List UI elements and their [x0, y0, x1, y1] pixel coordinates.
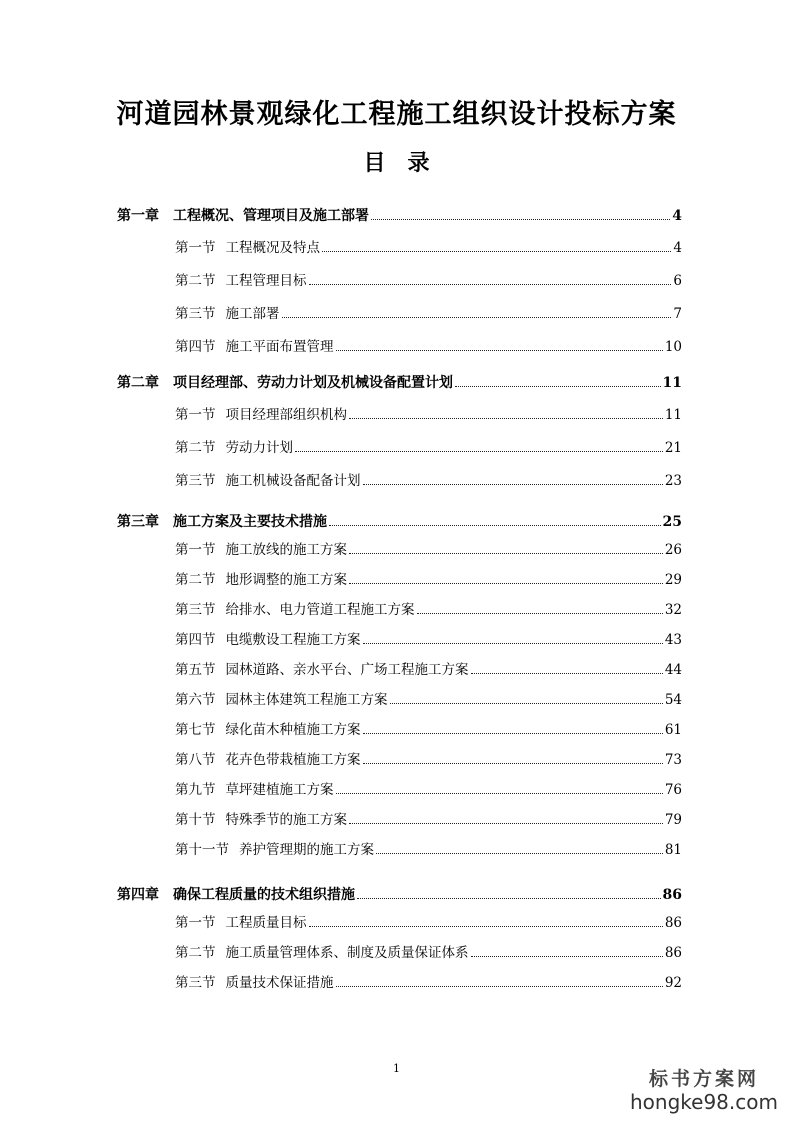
toc-section-label: 施工平面布置管理 [225, 339, 334, 355]
toc-section-page: 4 [673, 240, 682, 256]
toc-section-number: 第六节 [175, 692, 216, 708]
toc-section-number: 第三节 [175, 602, 216, 618]
toc-section-label: 给排水、电力管道工程施工方案 [225, 602, 415, 618]
watermark-url: hongke98.com [630, 1090, 778, 1114]
toc-section[interactable] [175, 690, 682, 710]
dot-leader [417, 600, 663, 614]
toc-section[interactable] [175, 973, 682, 993]
toc-section[interactable] [175, 720, 682, 740]
toc-section-number: 第二节 [175, 945, 216, 961]
toc-section-label: 工程概况及特点 [225, 240, 320, 256]
dot-leader [376, 840, 663, 854]
toc-chapter-number: 第一章 [117, 208, 159, 224]
toc-section[interactable] [175, 304, 682, 324]
toc-section-label: 质量技术保证措施 [225, 975, 334, 991]
toc-section-page: 44 [664, 662, 682, 678]
toc-section-number: 第五节 [175, 662, 216, 678]
dot-leader [322, 238, 671, 252]
toc-section-label: 绿化苗木种植施工方案 [225, 722, 361, 738]
toc-chapter-number: 第二章 [117, 375, 159, 391]
dot-leader [390, 690, 663, 704]
document-title: 河道园林景观绿化工程施工组织设计投标方案 [116, 99, 677, 130]
toc-section-number: 第一节 [175, 240, 216, 256]
dot-leader [363, 750, 663, 764]
dot-leader [309, 271, 672, 285]
toc-section[interactable] [175, 570, 682, 590]
toc-section-label: 施工质量管理体系、制度及质量保证体系 [225, 945, 469, 961]
toc-section-label: 项目经理部组织机构 [225, 407, 347, 423]
toc-section[interactable] [175, 810, 682, 830]
toc-section-page: 81 [664, 842, 682, 858]
dot-leader [363, 720, 663, 734]
toc-chapter[interactable] [117, 206, 682, 226]
dot-leader [349, 540, 663, 554]
toc-section-label: 施工机械设备配备计划 [225, 473, 361, 489]
toc-section-page: 11 [664, 407, 682, 423]
dot-leader [336, 780, 663, 794]
toc-heading: 目 录 [363, 150, 430, 176]
toc-section[interactable] [175, 337, 682, 357]
toc-section[interactable] [175, 750, 682, 770]
toc-section-label: 劳动力计划 [225, 440, 293, 456]
toc-chapter-label: 工程概况、管理项目及施工部署 [173, 208, 369, 224]
toc-section[interactable] [175, 780, 682, 800]
dot-leader [309, 913, 663, 927]
toc-section-page: 92 [664, 975, 682, 991]
dot-leader [349, 405, 663, 419]
dot-leader [349, 810, 663, 824]
toc-section-number: 第十一节 [175, 842, 229, 858]
toc-section-label: 电缆敷设工程施工方案 [225, 632, 361, 648]
toc-section[interactable] [175, 271, 682, 291]
dot-leader [336, 337, 663, 351]
toc-section-label: 花卉色带栽植施工方案 [225, 752, 361, 768]
toc-section-number: 第三节 [175, 975, 216, 991]
toc-section-label: 工程管理目标 [225, 273, 307, 289]
dot-leader [471, 660, 663, 674]
toc-section-number: 第二节 [175, 440, 216, 456]
dot-leader [371, 206, 670, 220]
toc-section-label: 园林主体建筑工程施工方案 [225, 692, 388, 708]
dot-leader [282, 304, 672, 318]
toc-section-number: 第十节 [175, 812, 216, 828]
toc-section-page: 76 [664, 782, 682, 798]
toc-chapter-number: 第三章 [117, 514, 159, 530]
toc-section-page: 61 [664, 722, 682, 738]
toc-section-label: 施工放线的施工方案 [225, 542, 347, 558]
toc-section-label: 养护管理期的施工方案 [239, 842, 374, 858]
toc-section-page: 23 [664, 473, 682, 489]
toc-section-number: 第一节 [175, 542, 216, 558]
dot-leader [329, 512, 661, 526]
toc-section-page: 79 [664, 812, 682, 828]
toc-section[interactable] [175, 471, 682, 491]
dot-leader [336, 973, 663, 987]
page-number: 1 [393, 1062, 400, 1075]
toc-section[interactable] [175, 913, 682, 933]
dot-leader [471, 943, 663, 957]
toc-chapter-number: 第四章 [117, 887, 159, 903]
toc-section-label: 工程质量目标 [225, 915, 307, 931]
toc-section-page: 32 [664, 602, 682, 618]
toc-section-number: 第九节 [175, 782, 216, 798]
toc-chapter[interactable] [117, 512, 682, 532]
dot-leader [455, 373, 661, 387]
toc-section-label: 草坪建植施工方案 [225, 782, 334, 798]
toc-section-page: 43 [664, 632, 682, 648]
toc-section-number: 第一节 [175, 915, 216, 931]
toc-section[interactable] [175, 630, 682, 650]
toc-section-number: 第三节 [175, 473, 216, 489]
dot-leader [357, 885, 661, 899]
toc-section-number: 第七节 [175, 722, 216, 738]
toc-section-number: 第二节 [175, 572, 216, 588]
watermark-name: 标书方案网 [648, 1068, 759, 1090]
toc-section-page: 10 [664, 339, 682, 355]
toc-section-page: 7 [673, 306, 682, 322]
toc-chapter-page: 25 [662, 514, 682, 530]
toc-section-page: 73 [664, 752, 682, 768]
toc-section-number: 第四节 [175, 632, 216, 648]
toc-chapter-page: 86 [662, 887, 682, 903]
toc-section-number: 第三节 [175, 306, 216, 322]
toc-chapter-page: 11 [662, 375, 682, 391]
watermark [629, 1068, 779, 1114]
toc-section-number: 第二节 [175, 273, 216, 289]
dot-leader [363, 630, 663, 644]
toc-section-page: 86 [664, 945, 682, 961]
toc-chapter-label: 确保工程质量的技术组织措施 [173, 887, 355, 903]
toc-section-label: 特殊季节的施工方案 [225, 812, 347, 828]
toc-section[interactable] [175, 438, 682, 458]
dot-leader [295, 438, 663, 452]
toc-section-page: 6 [673, 273, 682, 289]
toc-section-page: 29 [664, 572, 682, 588]
toc-section-number: 第一节 [175, 407, 216, 423]
toc-section-number: 第八节 [175, 752, 216, 768]
dot-leader [363, 471, 663, 485]
toc-section[interactable] [175, 238, 682, 258]
toc-chapter-label: 施工方案及主要技术措施 [173, 514, 327, 530]
toc-section[interactable] [175, 540, 682, 560]
toc-section-label: 施工部署 [225, 306, 280, 322]
toc-chapter[interactable] [117, 885, 682, 905]
toc-chapter-label: 项目经理部、劳动力计划及机械设备配置计划 [173, 375, 453, 391]
toc-section-page: 54 [664, 692, 682, 708]
toc-chapter[interactable] [117, 373, 682, 393]
toc-section-page: 26 [664, 542, 682, 558]
toc-section-number: 第四节 [175, 339, 216, 355]
toc-section[interactable] [175, 840, 682, 860]
toc-section[interactable] [175, 405, 682, 425]
toc-section-label: 园林道路、亲水平台、广场工程施工方案 [225, 662, 469, 678]
toc-section[interactable] [175, 600, 682, 620]
toc-section[interactable] [175, 943, 682, 963]
dot-leader [349, 570, 663, 584]
toc-section-label: 地形调整的施工方案 [225, 572, 347, 588]
toc-chapter-page: 4 [672, 208, 682, 224]
toc-section[interactable] [175, 660, 682, 680]
toc-section-page: 21 [664, 440, 682, 456]
toc-section-page: 86 [664, 915, 682, 931]
